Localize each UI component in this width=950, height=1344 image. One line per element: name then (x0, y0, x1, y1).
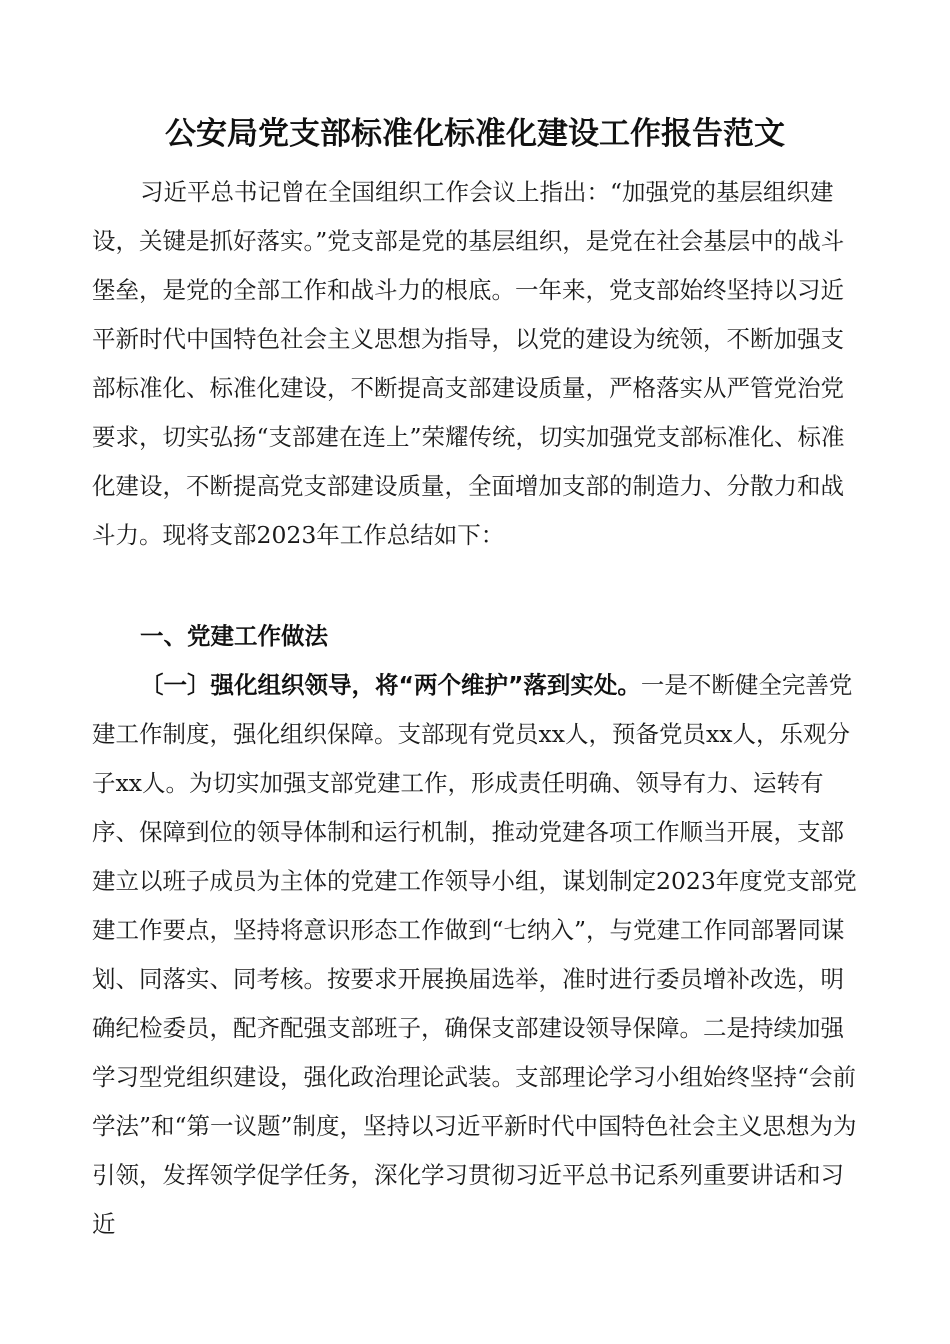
subsection-body: 一是不断健全完善党建工作制度，强化组织保障。支部现有党员xx人，预备党员xx人，乐观分子xx人。为切实加强支部党建工作，形成责任明确、领导有力、运转有序、保障到位的领导体制和运行机制，推动党建各项工作顺当开展，支部建立以班子成员为主体的党建工作领导小组，谋划制定2023年度党支部党建工作要点，坚持将意识形态工作做到“七纳入”，与党建工作同部署同谋划、同落实、同考核。按要求开展换届选举，准时进行委员增补改选，明确纪检委员，配齐配强支部班子，确保支部建设领导保障。二是持续加强学习型党组织建设，强化政治理论武装。支部理论学习小组始终坚持“会前学法”和“第一议题”制度，坚持以习近平新时代中国特色社会主义思想为为引领，发挥领学促学任务，深化学习贯彻习近平总书记系列重要讲话和习近 (92, 671, 857, 1238)
body-paragraph (92, 661, 860, 1249)
document-title: 公安局党支部标准化标准化建设工作报告范文 (165, 116, 785, 152)
section-heading: 一、党建工作做法 (140, 622, 328, 650)
intro-paragraph: 习近平总书记曾在全国组织工作会议上指出：“加强党的基层组织建设，关键是抓好落实。”党支部是党的基层组织，是党在社会基层中的战斗堡垒，是党的全部工作和战斗力的根底。一年来，党支部始终坚持以习近平新时代中国特色社会主义思想为指导，以党的建设为统领，不断加强支部标准化、标准化建设，不断提高支部建设质量，严格落实从严管党治党要求，切实弘扬“支部建在连上”荣耀传统，切实加强党支部标准化、标准化建设，不断提高党支部建设质量，全面增加支部的制造力、分散力和战斗力。现将支部2023年工作总结如下： (92, 178, 845, 549)
subsection-lead: 〔一〕强化组织领导，将“两个维护”落到实处。 (140, 671, 641, 699)
